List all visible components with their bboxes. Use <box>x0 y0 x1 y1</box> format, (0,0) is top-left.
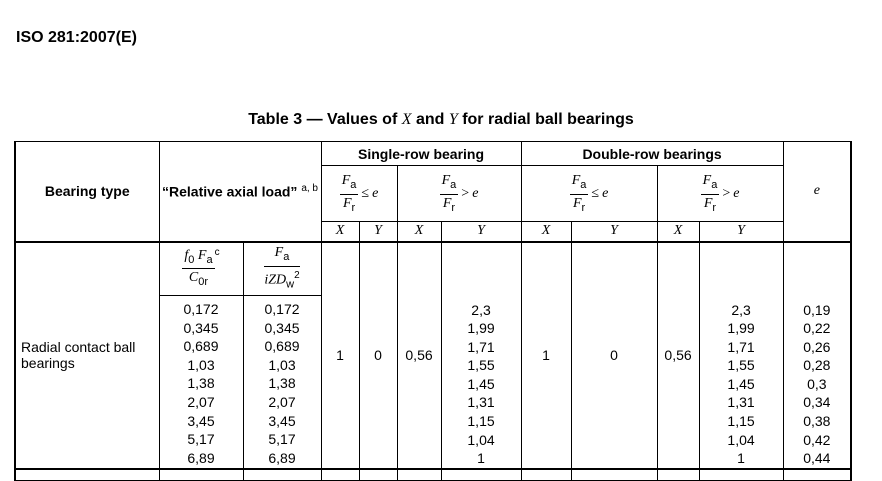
double-gt-y-value: 1,04 <box>727 431 755 448</box>
double-gt-y-value: 1,55 <box>727 357 755 374</box>
single-gt-y-value: 1,31 <box>467 394 495 411</box>
relative-load-2-value: 2,07 <box>268 394 296 411</box>
single-gt-y-value: 1,45 <box>467 375 495 392</box>
single-gt-y-value: 1,04 <box>467 431 495 448</box>
table-title-prefix: Table 3 — Values of <box>248 111 402 128</box>
relative-load-1-value: 2,07 <box>187 394 215 411</box>
header-double-row: Double-row bearings <box>521 142 783 166</box>
double-gt-x-value: 0,56 <box>657 242 699 469</box>
next-row-cell <box>571 469 657 481</box>
e-values <box>783 242 851 469</box>
single-gt-y-value: 1,99 <box>467 320 495 337</box>
single-le-x-header: X <box>321 222 359 242</box>
relative-load-2-value: 0,689 <box>264 338 300 355</box>
header-e: e <box>783 142 851 242</box>
double-row-condition-gt: $\frac{F_a}{F_r}$ > e <box>657 166 783 222</box>
single-row-condition-gt: $\frac{F_a}{F_r}$ > e <box>397 166 521 222</box>
single-row-condition-le: $\frac{F_a}{F_r}$ ≤ e <box>321 166 397 222</box>
single-le-y-value: 0 <box>359 242 397 469</box>
header-relative-axial-load: “Relative axial load” $^{a, b}$ <box>159 142 321 242</box>
relative-load-1-list <box>160 300 243 467</box>
e-value: 0,34 <box>803 394 831 411</box>
ratio-header-1: $\frac{f_0 F_a}{C_{0r}}$ $^c$ <box>159 242 243 296</box>
single-gt-y-value: 1,15 <box>467 413 495 430</box>
single-le-x-value: 1 <box>321 242 359 469</box>
next-row-cell <box>699 469 783 481</box>
e-value: 0,3 <box>807 375 827 392</box>
relative-load-1-value: 6,89 <box>187 449 215 466</box>
header-single-row: Single-row bearing <box>321 142 521 166</box>
table-title-middle: and <box>411 111 449 128</box>
e-value: 0,44 <box>803 450 831 467</box>
single-gt-x-header: X <box>397 222 441 242</box>
header-bearing-type: Bearing type <box>15 142 159 242</box>
relative-axial-load-footnotes: a, b <box>301 182 318 194</box>
e-value: 0,22 <box>803 320 831 337</box>
e-value: 0,19 <box>803 301 831 318</box>
double-gt-y-value: 1,31 <box>727 394 755 411</box>
next-row-cell <box>521 469 571 481</box>
single-gt-y-header: Y <box>441 222 521 242</box>
next-row-cell <box>397 469 441 481</box>
next-row-cell <box>159 469 243 481</box>
document-id: ISO 281:2007(E) <box>16 29 137 46</box>
e-list <box>784 243 851 468</box>
bearing-type-label: Radial contact ball bearings <box>15 242 159 469</box>
double-gt-y-value: 2,3 <box>731 301 751 318</box>
ratio-footnote-c: c <box>214 246 220 258</box>
table-title <box>0 111 882 129</box>
relative-load-2-value: 0,345 <box>264 319 300 336</box>
ratio-header-2: $\frac{F_a}{iZD_w^2}$ <box>243 242 321 296</box>
double-le-x-header: X <box>521 222 571 242</box>
e-value: 0,38 <box>803 413 831 430</box>
double-gt-y-value: 1 <box>737 450 745 467</box>
double-gt-y-header: Y <box>699 222 783 242</box>
next-row-cell <box>441 469 521 481</box>
double-gt-y-value: 1,15 <box>727 413 755 430</box>
double-gt-y-values <box>699 242 783 469</box>
relative-load-2-value: 3,45 <box>268 412 296 429</box>
relative-load-2-list <box>244 300 321 467</box>
double-gt-x-header: X <box>657 222 699 242</box>
single-gt-y-values <box>441 242 521 469</box>
double-gt-y-list <box>700 243 783 468</box>
single-gt-y-list <box>442 243 521 468</box>
relative-load-1-value: 1,38 <box>187 375 215 392</box>
single-gt-y-value: 1 <box>477 450 485 467</box>
relative-load-2-value: 1,03 <box>268 356 296 373</box>
e-value: 0,26 <box>803 338 831 355</box>
single-gt-y-value: 1,55 <box>467 357 495 374</box>
next-row-cell <box>243 469 321 481</box>
bearing-values-table <box>14 141 852 481</box>
next-row-cell <box>657 469 699 481</box>
single-gt-y-value: 1,71 <box>467 338 495 355</box>
double-le-x-value: 1 <box>521 242 571 469</box>
single-gt-y-value: 2,3 <box>471 301 491 318</box>
relative-load-2-value: 5,17 <box>268 431 296 448</box>
table-title-suffix: for radial ball bearings <box>457 111 634 128</box>
double-le-y-header: Y <box>571 222 657 242</box>
next-row-cell <box>783 469 851 481</box>
next-row-cell <box>15 469 159 481</box>
relative-load-1-value: 0,689 <box>183 338 219 355</box>
double-le-y-value: 0 <box>571 242 657 469</box>
table-title-y-symbol: Y <box>448 111 458 128</box>
relative-load-2-value: 6,89 <box>268 449 296 466</box>
single-gt-x-value: 0,56 <box>397 242 441 469</box>
relative-load-1-values <box>159 296 243 469</box>
e-value: 0,42 <box>803 431 831 448</box>
relative-load-1-value: 0,172 <box>183 301 219 318</box>
next-row-cell <box>321 469 359 481</box>
e-value: 0,28 <box>803 357 831 374</box>
table-title-x-symbol: X <box>401 111 412 128</box>
single-le-y-header: Y <box>359 222 397 242</box>
relative-load-1-value: 1,03 <box>187 356 215 373</box>
relative-load-2-value: 1,38 <box>268 375 296 392</box>
relative-load-1-value: 0,345 <box>183 319 219 336</box>
double-gt-y-value: 1,71 <box>727 338 755 355</box>
relative-load-2-value: 0,172 <box>264 301 300 318</box>
relative-load-1-value: 5,17 <box>187 431 215 448</box>
double-gt-y-value: 1,45 <box>727 375 755 392</box>
relative-load-2-values <box>243 296 321 469</box>
next-row-cell <box>359 469 397 481</box>
double-row-condition-le: $\frac{F_a}{F_r}$ ≤ e <box>521 166 657 222</box>
relative-load-1-value: 3,45 <box>187 412 215 429</box>
double-gt-y-value: 1,99 <box>727 320 755 337</box>
